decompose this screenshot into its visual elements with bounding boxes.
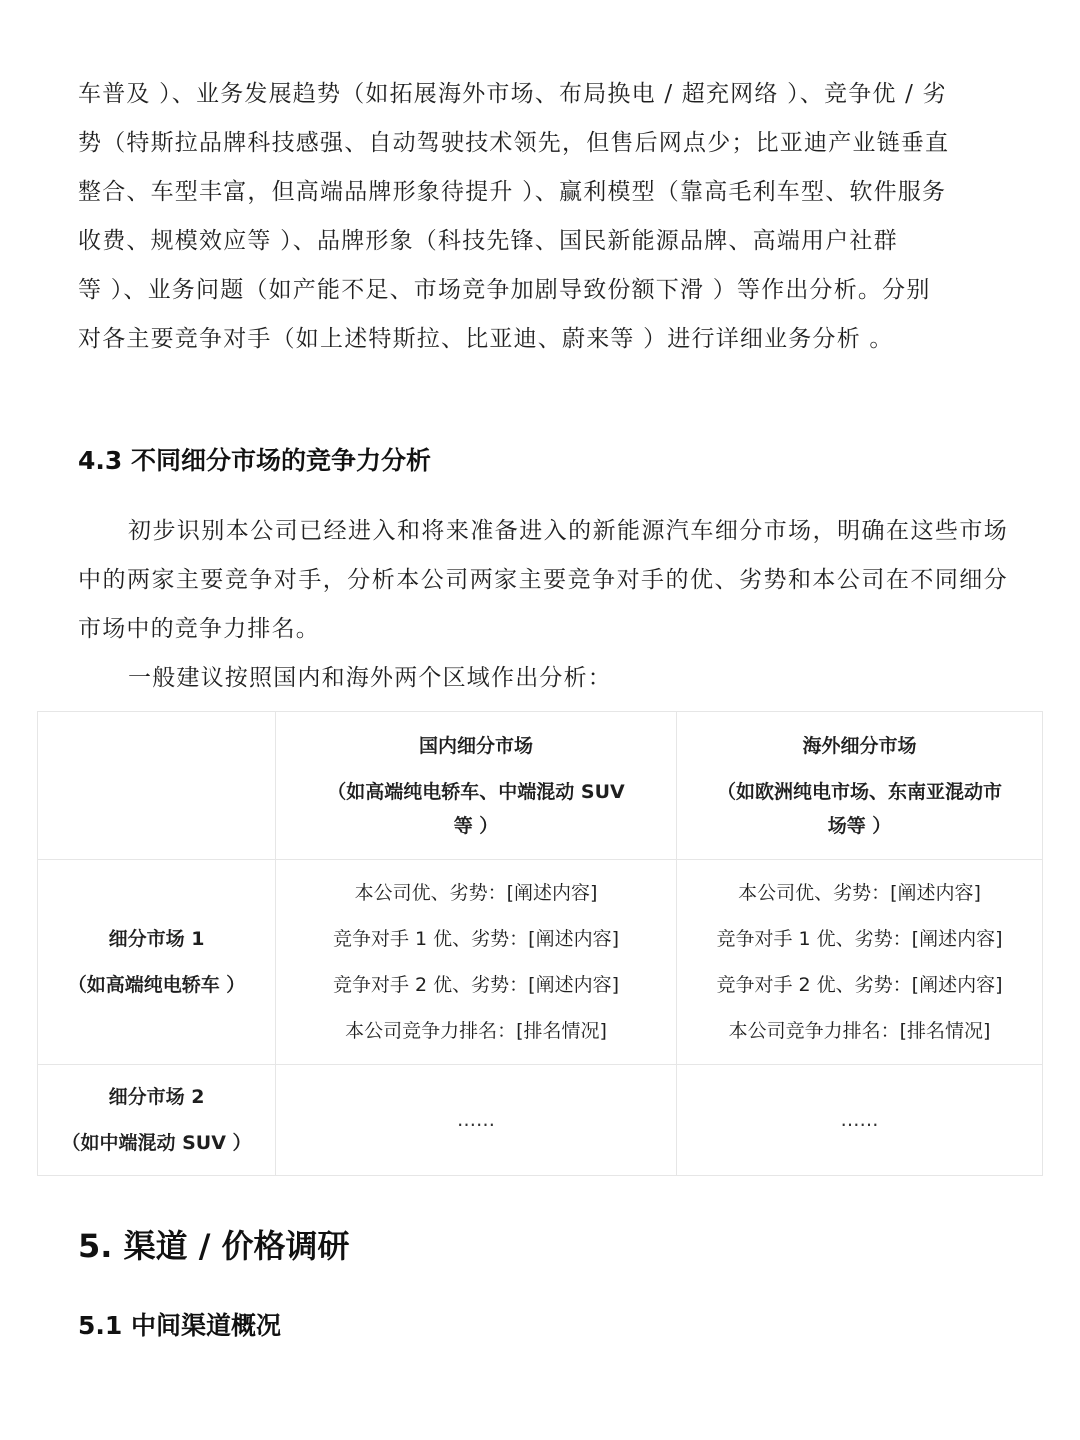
analysis-line: 竞争对手 2 优、劣势：[阐述内容] [716, 974, 1003, 996]
domestic-header-sub: （如高端纯电轿车、中端混动 SUV [327, 780, 625, 803]
intro-paragraph [78, 70, 1008, 364]
segment-2-overseas-cell: …… [677, 1065, 1043, 1176]
segment-2-domestic-cell: …… [276, 1065, 677, 1176]
section-4-3-paragraph-2: 一般建议按照国内和海外两个区域作出分析： [128, 665, 612, 691]
analysis-line: 本公司优、劣势：[阐述内容] [738, 882, 981, 904]
segment-2-example: （如中端混动 SUV ） [61, 1132, 252, 1154]
intro-line: 势（特斯拉品牌科技感强、自动驾驶技术领先，但售后网点少；比亚迪产业链垂直 [78, 130, 950, 156]
overseas-header-sub: 场等 ） [827, 814, 892, 837]
analysis-line: 本公司竞争力排名：[排名情况] [728, 1020, 991, 1042]
analysis-line: 竞争对手 1 优、劣势：[阐述内容] [716, 928, 1003, 950]
intro-line: 车普及 ）、业务发展趋势（如拓展海外市场、布局换电 / 超充网络 ）、竞争优 / 劣 [78, 81, 947, 107]
segment-1-label-cell [38, 860, 276, 1065]
segment-2-label-cell [38, 1065, 276, 1176]
intro-line: 收费、规模效应等 ）、品牌形象（科技先锋、国民新能源品牌、高端用户社群 [78, 228, 898, 254]
analysis-line: 竞争对手 2 优、劣势：[阐述内容] [333, 974, 619, 996]
intro-line: 等 ）、业务问题（如产能不足、市场竞争加剧导致份额下滑 ）等作出分析。分别 [78, 277, 931, 303]
analysis-line: 本公司优、劣势：[阐述内容] [354, 882, 598, 904]
section-5-1-heading: 5.1 中间渠道概况 [78, 1311, 281, 1340]
section-4-3-heading: 4.3 不同细分市场的竞争力分析 [78, 446, 431, 475]
overseas-header-title: 海外细分市场 [802, 734, 917, 757]
table-header-row [38, 712, 1043, 860]
intro-line: 对各主要竞争对手（如上述特斯拉、比亚迪、蔚来等 ）进行详细业务分析 。 [78, 326, 894, 352]
segment-1-overseas-cell [677, 860, 1043, 1065]
intro-line: 整合、车型丰富，但高端品牌形象待提升 ）、赢利模型（靠高毛利车型、软件服务 [78, 179, 947, 205]
domestic-header-cell [276, 712, 677, 860]
analysis-line: 竞争对手 1 优、劣势：[阐述内容] [333, 928, 619, 950]
analysis-line: 本公司竞争力排名：[排名情况] [345, 1020, 607, 1042]
domestic-header-sub: 等 ） [453, 814, 499, 837]
segment-1-domestic-cell [276, 860, 677, 1065]
section-4-3-paragraph-1: 初步识别本公司已经进入和将来准备进入的新能源汽车细分市场，明确在这些市场中的两家主要竞争对手，分析本公司两家主要竞争对手的优、劣势和本公司在不同细分市场中的竞争力排名。 [78, 518, 1008, 642]
overseas-header-sub: （如欧洲纯电市场、东南亚混动市 [716, 780, 1002, 803]
table-row [38, 860, 1043, 1065]
section-5-heading: 5. 渠道 / 价格调研 [78, 1227, 350, 1265]
segment-2-label: 细分市场 2 [108, 1086, 205, 1108]
table-row [38, 1065, 1043, 1176]
table-corner-cell [38, 712, 276, 860]
domestic-header-title: 国内细分市场 [418, 734, 533, 757]
overseas-header-cell [677, 712, 1043, 860]
segment-1-label: 细分市场 1 [108, 928, 205, 950]
segment-1-example: （如高端纯电轿车 ） [67, 974, 246, 996]
segment-competitiveness-table [37, 711, 1043, 1176]
